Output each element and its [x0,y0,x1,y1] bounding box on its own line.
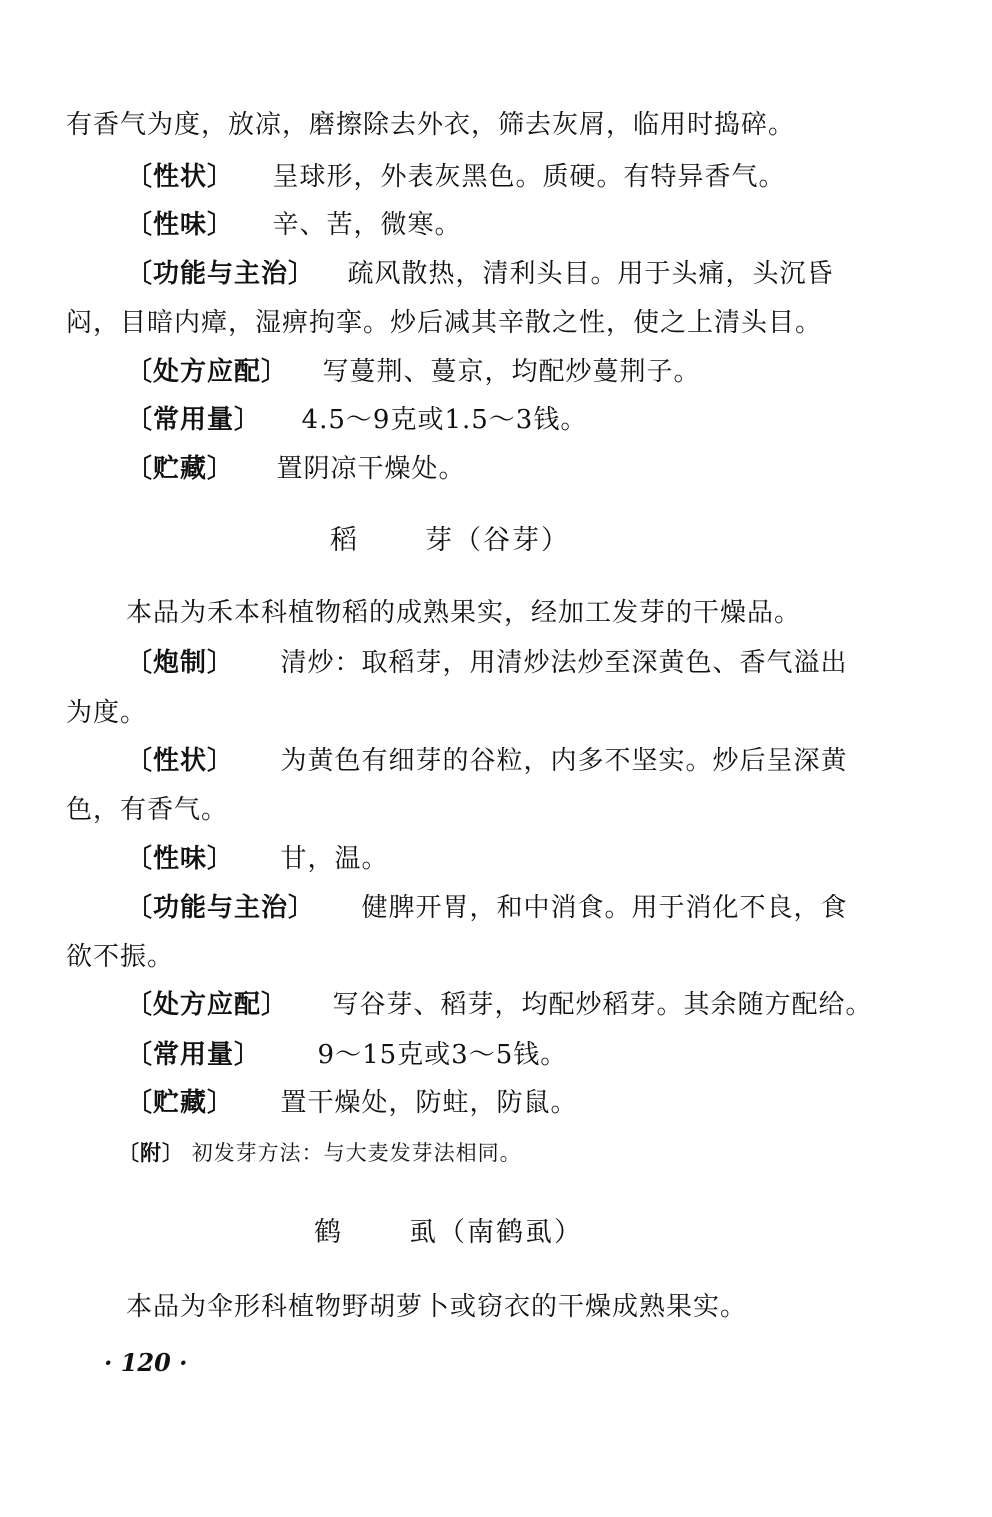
field-label: 〔常用量〕 [126,1040,262,1070]
page-number: · 120 · [104,1348,188,1377]
field-label: 〔处方应配〕 [126,990,289,1020]
field-text: 9～15克或3～5钱。 [317,1040,568,1070]
field-text: 甘，温。 [280,844,389,874]
field-xingzhuang [126,160,786,194]
field-label: 〔炮制〕 [126,648,235,678]
heading-char: 稻 [330,525,359,556]
heading-text: 芽（谷芽） [425,525,570,556]
heading-char: 鹤 [314,1217,343,1248]
field-label: 〔处方应配〕 [126,357,289,387]
field-text: 闷，目暗内瘴，湿痹拘挛。炒后减其辛散之性，使之上清头目。 [66,308,823,338]
field-yongliang [126,1038,567,1072]
paragraph-line [66,108,795,142]
field-text: 为度。 [66,698,148,728]
body-text: 本品为禾本科植物稻的成熟果实，经加工发芽的干燥品。 [126,598,802,628]
intro-paragraph [126,1290,747,1324]
field-text: 色，有香气。 [66,795,229,825]
field-gongneng [126,891,848,925]
field-label: 〔性状〕 [126,746,235,776]
field-text: 疏风散热，清利头目。用于头痛，头沉昏 [347,259,834,289]
field-label: 〔功能与主治〕 [126,893,316,923]
intro-paragraph [126,596,801,630]
field-text: 初发芽方法：与大麦发芽法相同。 [191,1141,522,1165]
field-text: 清炒：取稻芽，用清炒法炒至深黄色、香气溢出 [280,648,848,678]
heading-text: 虱（南鹤虱） [409,1217,583,1248]
field-text: 欲不振。 [66,942,175,972]
paragraph-line [66,793,228,827]
field-xingwei [126,842,389,876]
field-label: 〔附〕 [118,1141,184,1165]
field-chufang [126,988,873,1022]
field-text: 健脾开胃，和中消食。用于消化不良，食 [361,893,848,923]
field-label: 〔常用量〕 [126,405,262,435]
field-zhucang [126,452,466,486]
field-text: 置阴凉干燥处。 [276,454,466,484]
field-text: 呈球形，外表灰黑色。质硬。有特异香气。 [272,162,786,192]
field-label: 〔贮藏〕 [126,454,235,484]
body-text: 有香气为度，放凉，磨擦除去外衣，筛去灰屑，临用时捣碎。 [66,110,796,140]
field-text: 辛、苦，微寒。 [272,210,462,240]
section-heading [330,524,570,558]
field-label: 〔贮藏〕 [126,1088,235,1118]
field-gongneng [126,257,834,291]
paragraph-line [66,696,147,730]
field-text: 置干燥处，防蛀，防鼠。 [280,1088,578,1118]
field-label: 〔功能与主治〕 [126,259,316,289]
field-zhucang [126,1086,578,1120]
field-label: 〔性味〕 [126,210,235,240]
field-xingwei [126,208,462,242]
field-label: 〔性状〕 [126,162,235,192]
field-text: 4.5～9克或1.5～3钱。 [301,405,588,435]
field-label: 〔性味〕 [126,844,235,874]
field-fu [118,1136,522,1170]
section-heading [314,1216,583,1250]
field-paozhi [126,646,848,680]
field-text: 为黄色有细芽的谷粒，内多不坚实。炒后呈深黄 [280,746,848,776]
field-text: 写蔓荆、蔓京，均配炒蔓荆子。 [322,357,701,387]
body-text: 本品为伞形科植物野胡萝卜或窃衣的干燥成熟果实。 [126,1292,748,1322]
field-chufang [126,355,701,389]
field-text: 写谷芽、稻芽，均配炒稻芽。其余随方配给。 [332,990,873,1020]
paragraph-line [66,940,174,974]
field-xingzhuang [126,744,848,778]
field-yongliang [126,403,587,437]
paragraph-line [66,306,822,340]
